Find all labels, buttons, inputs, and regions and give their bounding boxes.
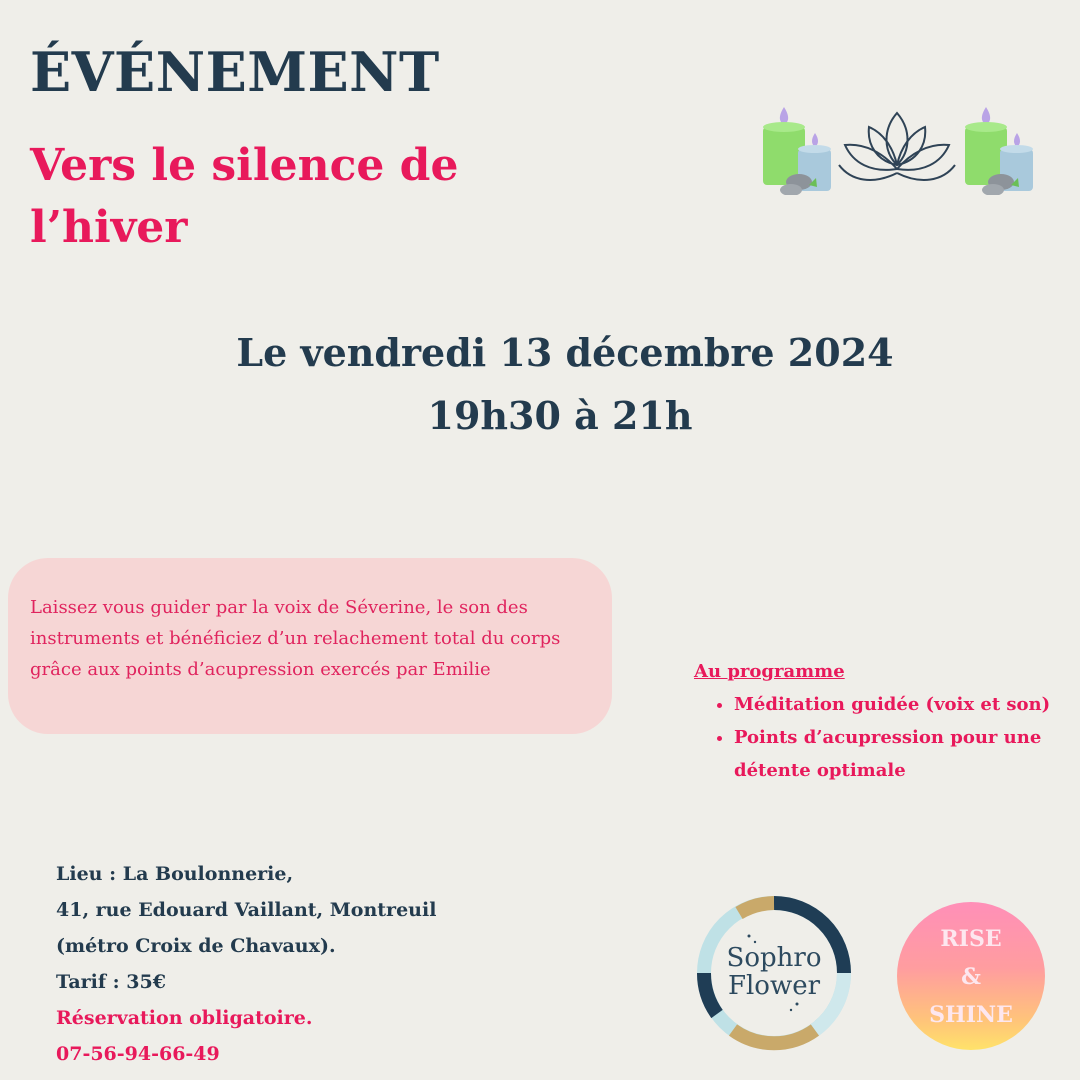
candles-icon	[965, 107, 1033, 195]
program-section	[694, 656, 1074, 787]
flower-text: Flower	[727, 971, 821, 1001]
event-date: Le vendredi 13 décembre 2024	[236, 330, 894, 375]
practical-info	[56, 856, 516, 1072]
reservation-note: Réservation obligatoire.	[56, 1007, 313, 1029]
rise-text: RISE	[940, 926, 1002, 952]
phone-number: 07-56-94-66-49	[56, 1043, 220, 1065]
lotus-icon	[839, 113, 955, 180]
place-name: Lieu : La Boulonnerie,	[56, 863, 294, 885]
program-list	[694, 688, 1074, 787]
program-item: • Méditation guidée (voix et son)	[734, 688, 1074, 721]
sophro-flower-logo	[693, 892, 855, 1054]
decor-illustration	[755, 103, 1040, 195]
event-title: Vers le silence de l’hiver	[30, 140, 459, 253]
price: Tarif : 35€	[56, 971, 166, 993]
event-time: 19h30 à 21h	[427, 393, 693, 438]
shine-text: SHINE	[929, 1002, 1013, 1028]
description-text: Laissez vous guider par la voix de Séverine, le son des instruments et bénéficiez d’un relachement total du corps grâce aux points d’acupression exercés par Emilie	[30, 597, 561, 680]
program-item: • Points d’acupression pour une détente optimale	[734, 721, 1074, 787]
ampersand-text: &	[961, 964, 981, 990]
rise-shine-logo	[897, 902, 1045, 1050]
candles-icon	[763, 107, 831, 195]
program-title: Au programme	[694, 661, 845, 682]
place-address: 41, rue Edouard Vaillant, Montreuil	[56, 899, 437, 921]
event-kicker: ÉVÉNEMENT	[30, 40, 440, 104]
place-metro: (métro Croix de Chavaux).	[56, 935, 336, 957]
sophro-text: Sophro	[726, 943, 822, 973]
